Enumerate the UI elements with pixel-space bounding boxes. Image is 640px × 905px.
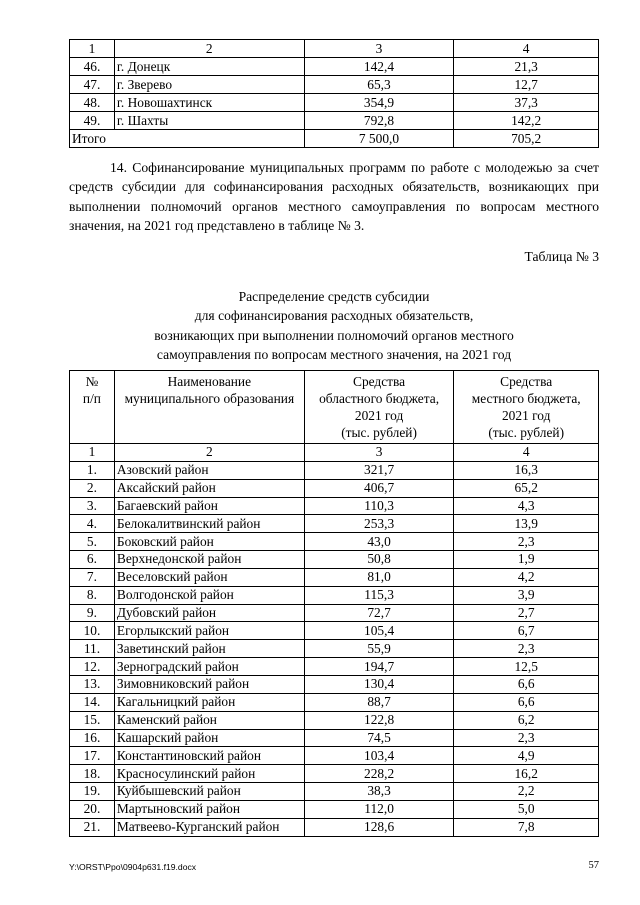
regional-budget-value: 110,3 xyxy=(304,497,454,515)
file-path: Y:\ORST\Ppo\0904p631.f19.docx xyxy=(69,862,197,872)
row-number: 1. xyxy=(70,461,115,479)
regional-budget-value: 228,2 xyxy=(304,765,454,783)
header-row xyxy=(70,371,599,444)
row-number: 9. xyxy=(70,604,115,622)
municipality-name: Верхнедонской район xyxy=(114,551,304,569)
municipality-name: Боковский район xyxy=(114,533,304,551)
header-number: № п/п xyxy=(70,371,115,444)
table-label: Таблица № 3 xyxy=(524,249,599,264)
regional-budget-value: 122,8 xyxy=(304,711,454,729)
continuation-table xyxy=(69,39,599,148)
local-budget-value: 7,8 xyxy=(454,818,599,836)
table-row xyxy=(70,675,599,693)
municipality-name: Дубовский район xyxy=(114,604,304,622)
caption-line: возникающих при выполнении полномочий органов местного xyxy=(154,327,514,343)
row-number: 47. xyxy=(70,76,115,94)
header-local-budget: Средства местного бюджета, 2021 год (тыс. рублей) xyxy=(454,371,599,444)
col-number: 4 xyxy=(454,40,599,58)
local-budget-value: 5,0 xyxy=(454,800,599,818)
row-number: 19. xyxy=(70,783,115,801)
caption-line: самоуправления по вопросам местного значения, на 2021 год xyxy=(156,346,512,362)
row-number: 17. xyxy=(70,747,115,765)
municipality-name: Веселовский район xyxy=(114,568,304,586)
row-number: 16. xyxy=(70,729,115,747)
table-row xyxy=(70,800,599,818)
row-number: 13. xyxy=(70,675,115,693)
municipality-name: Матвеево-Курганский район xyxy=(114,818,304,836)
local-budget-value: 21,3 xyxy=(454,58,599,76)
table-row xyxy=(70,586,599,604)
local-budget-value: 16,2 xyxy=(454,765,599,783)
regional-budget-value: 88,7 xyxy=(304,693,454,711)
header-regional-budget: Средства областного бюджета, 2021 год (тыс. рублей) xyxy=(304,371,454,444)
regional-budget-value: 74,5 xyxy=(304,729,454,747)
municipality-name: Белокалитвинский район xyxy=(114,515,304,533)
municipality-name: Куйбышевский район xyxy=(114,783,304,801)
total-regional-value: 7 500,0 xyxy=(304,130,454,148)
total-row xyxy=(70,130,599,148)
row-number: 18. xyxy=(70,765,115,783)
table-row xyxy=(70,658,599,676)
subsidy-distribution-table xyxy=(69,370,599,837)
row-number: 21. xyxy=(70,818,115,836)
local-budget-value: 2,3 xyxy=(454,533,599,551)
table-row xyxy=(70,497,599,515)
row-number: 5. xyxy=(70,533,115,551)
local-budget-value: 142,2 xyxy=(454,112,599,130)
municipality-name: Аксайский район xyxy=(114,479,304,497)
table-row xyxy=(70,461,599,479)
table-row xyxy=(70,622,599,640)
table-caption xyxy=(69,287,599,364)
local-budget-value: 3,9 xyxy=(454,586,599,604)
col-number: 1 xyxy=(70,444,115,462)
regional-budget-value: 142,4 xyxy=(304,58,454,76)
regional-budget-value: 81,0 xyxy=(304,568,454,586)
row-number: 12. xyxy=(70,658,115,676)
local-budget-value: 4,3 xyxy=(454,497,599,515)
local-budget-value: 2,3 xyxy=(454,729,599,747)
regional-budget-value: 43,0 xyxy=(304,533,454,551)
municipality-name: г. Шахты xyxy=(114,112,304,130)
municipality-name: Багаевский район xyxy=(114,497,304,515)
column-number-row xyxy=(70,40,599,58)
table-row xyxy=(70,747,599,765)
local-budget-value: 37,3 xyxy=(454,94,599,112)
local-budget-value: 6,7 xyxy=(454,622,599,640)
table-row xyxy=(70,479,599,497)
row-number: 49. xyxy=(70,112,115,130)
col-number: 4 xyxy=(454,444,599,462)
local-budget-value: 13,9 xyxy=(454,515,599,533)
col-number: 2 xyxy=(114,40,304,58)
row-number: 11. xyxy=(70,640,115,658)
caption-line: Распределение средств субсидии xyxy=(238,289,430,304)
row-number: 48. xyxy=(70,94,115,112)
municipality-name: Мартыновский район xyxy=(114,800,304,818)
municipality-name: Каменский район xyxy=(114,711,304,729)
regional-budget-value: 105,4 xyxy=(304,622,454,640)
table-row xyxy=(70,765,599,783)
municipality-name: Волгодонской район xyxy=(114,586,304,604)
table-row xyxy=(70,515,599,533)
regional-budget-value: 194,7 xyxy=(304,658,454,676)
row-number: 20. xyxy=(70,800,115,818)
row-number: 2. xyxy=(70,479,115,497)
table-row xyxy=(70,58,599,76)
regional-budget-value: 253,3 xyxy=(304,515,454,533)
municipality-name: Заветинский район xyxy=(114,640,304,658)
municipality-name: Егорлыкский район xyxy=(114,622,304,640)
local-budget-value: 65,2 xyxy=(454,479,599,497)
table-row xyxy=(70,711,599,729)
table-row xyxy=(70,94,599,112)
regional-budget-value: 103,4 xyxy=(304,747,454,765)
table-row xyxy=(70,76,599,94)
municipality-name: Азовский район xyxy=(114,461,304,479)
municipality-name: г. Зверево xyxy=(114,76,304,94)
col-number: 3 xyxy=(304,444,454,462)
table-row xyxy=(70,533,599,551)
municipality-name: г. Новошахтинск xyxy=(114,94,304,112)
municipality-name: Кашарский район xyxy=(114,729,304,747)
local-budget-value: 6,6 xyxy=(454,675,599,693)
regional-budget-value: 38,3 xyxy=(304,783,454,801)
local-budget-value: 2,7 xyxy=(454,604,599,622)
table-row xyxy=(70,729,599,747)
local-budget-value: 16,3 xyxy=(454,461,599,479)
header-municipality: Наименование муниципального образования xyxy=(114,371,304,444)
regional-budget-value: 65,3 xyxy=(304,76,454,94)
municipality-name: Красносулинский район xyxy=(114,765,304,783)
table-row xyxy=(70,551,599,569)
municipality-name: Кагальницкий район xyxy=(114,693,304,711)
municipality-name: Зерноградский район xyxy=(114,658,304,676)
local-budget-value: 12,5 xyxy=(454,658,599,676)
regional-budget-value: 55,9 xyxy=(304,640,454,658)
table-row xyxy=(70,818,599,836)
local-budget-value: 4,2 xyxy=(454,568,599,586)
row-number: 7. xyxy=(70,568,115,586)
regional-budget-value: 130,4 xyxy=(304,675,454,693)
row-number: 15. xyxy=(70,711,115,729)
local-budget-value: 6,2 xyxy=(454,711,599,729)
col-number: 2 xyxy=(114,444,304,462)
row-number: 8. xyxy=(70,586,115,604)
table-row xyxy=(70,693,599,711)
column-number-row xyxy=(70,444,599,462)
col-number: 1 xyxy=(70,40,115,58)
local-budget-value: 1,9 xyxy=(454,551,599,569)
caption-line: для софинансирования расходных обязательств, xyxy=(194,308,474,324)
page-number: 57 xyxy=(588,860,599,871)
table-row xyxy=(70,640,599,658)
regional-budget-value: 792,8 xyxy=(304,112,454,130)
table-row xyxy=(70,783,599,801)
regional-budget-value: 321,7 xyxy=(304,461,454,479)
total-local-value: 705,2 xyxy=(454,130,599,148)
row-number: 6. xyxy=(70,551,115,569)
table-row xyxy=(70,568,599,586)
regional-budget-value: 128,6 xyxy=(304,818,454,836)
regional-budget-value: 115,3 xyxy=(304,586,454,604)
municipality-name: Константиновский район xyxy=(114,747,304,765)
row-number: 46. xyxy=(70,58,115,76)
regional-budget-value: 50,8 xyxy=(304,551,454,569)
regional-budget-value: 112,0 xyxy=(304,800,454,818)
local-budget-value: 2,2 xyxy=(454,783,599,801)
local-budget-value: 2,3 xyxy=(454,640,599,658)
local-budget-value: 12,7 xyxy=(454,76,599,94)
local-budget-value: 4,9 xyxy=(454,747,599,765)
row-number: 10. xyxy=(70,622,115,640)
table-row xyxy=(70,604,599,622)
municipality-name: Зимовниковский район xyxy=(114,675,304,693)
col-number: 3 xyxy=(304,40,454,58)
municipality-name: г. Донецк xyxy=(114,58,304,76)
row-number: 14. xyxy=(70,693,115,711)
table-row xyxy=(70,112,599,130)
regional-budget-value: 72,7 xyxy=(304,604,454,622)
row-number: 4. xyxy=(70,515,115,533)
total-label: Итого xyxy=(70,130,305,148)
local-budget-value: 6,6 xyxy=(454,693,599,711)
regional-budget-value: 406,7 xyxy=(304,479,454,497)
body-paragraph: 14. Софинансирование муниципальных программ по работе с молодежью за счет средств субсидии для софинансирования расходных обязательств, возникающих при выполнении полномочий органов местного самоуправления по вопросам местного значения, на 2021 год представлено в таблице № 3. xyxy=(69,160,599,234)
regional-budget-value: 354,9 xyxy=(304,94,454,112)
row-number: 3. xyxy=(70,497,115,515)
